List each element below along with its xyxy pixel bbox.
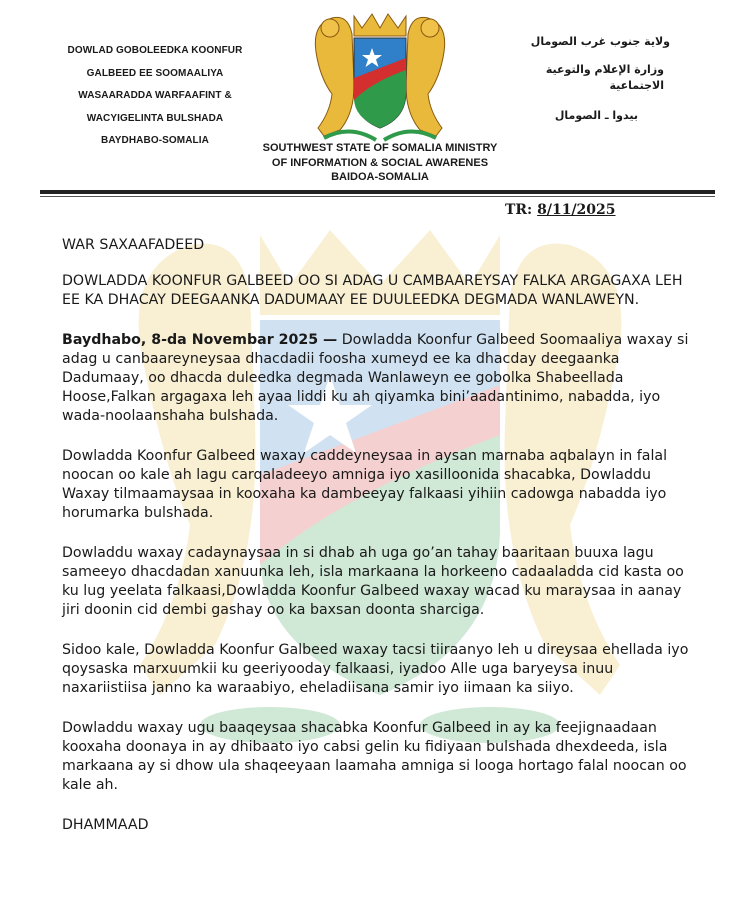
paragraph-3: Dowladdu waxay cadaynaysaa in si dhab ah uga go’an tahay baaritaan buuxa lagu sameeyo dhacdadan xanuunka leh, isla markaana la horkeeno cadaaladda cid kasta oo ku lug yeelata falkaasi,Dowladda Koonfur Galbeed waxay wacad ku maraysaa in aanay jiri doonin cid dembi gashay oo ka baxsan doonta sharciga. [62,545,684,618]
paragraph-2: Dowladda Koonfur Galbeed waxay caddeyneysaa in aysan marnaba aqbalayn in falal noocan oo kale ah lagu carqaladeeyo amniga iyo xasilloonida shacabka, Dowladdu Waxay tilmaamaysaa in kooxaha ka dambeeyay falkaasi yihiin cadowga nabadda iyo horumarka bulshada. [62,448,668,521]
coat-of-arms-icon [310,12,450,144]
header-left-line: DOWLAD GOBOLEEDKA KOONFUR [67,45,243,56]
header-right-line: وزارة الإعلام والتوعية الاجتماعية [545,63,664,92]
header-right-line: ولاية جنوب غرب الصومال [530,35,670,48]
date-value: 8/11/2025 [537,202,616,218]
header-left-line: WACYIGELINTA BULSHADA [86,112,224,124]
date-label: TR: [505,202,533,218]
header-left-somali [40,40,270,153]
header-center-line: BAIDOA-SOMALIA [331,171,429,183]
header-center-line: OF INFORMATION & SOCIAL AWARENES [271,156,489,169]
paragraph-5: Dowladdu waxay ugu baaqeysaa shacabka Koonfur Galbeed in ay ka feejignaadaan kooxaha doonaya in ay dhibaato iyo cabsi gelin ku fidiyaan bulshada dhexdeeda, isla markaana ay si dhow ula shaqeeyaan laamaha amniga si looga hortago falal noocan oo kale ah. [62,720,687,793]
header-center-line: SOUTHWEST STATE OF SOMALIA MINISTRY [262,142,498,154]
header-left-line: GALBEED EE SOOMAALIYA [86,67,224,79]
paragraph-4: Sidoo kale, Dowladda Koonfur Galbeed waxay tacsi tiiraanyo leh u direysaa ehellada iyo qoysaska marxuumkii ku geeriyooday falkaasi, iyadoo Alle uga baryeysa inuu naxariistiisa janno ka waraabiyo, eheladiisana samir iyo iimaan ka siiyo. [62,642,689,696]
header-divider [40,190,715,194]
paragraph-1-text: Dowladda Koonfur Galbeed Soomaaliya waxay si adag u canbaareyneysaa dhacdadii foosha xumeyd ee ka dhacday deegaanka Dadumaay, oo dhacda duleedka degmada Wanlaweyn ee gobolka Shabeellada Hoose,Falkan argagaxa leh ayaa liddi ku ah qiyamka bini’aadantinimo, nabadda, iyo wada-noolaanshaha bulshada. [62,332,689,424]
paragraph-1 [62,331,702,426]
header-right-line: بيدوا ـ الصومال [554,109,638,122]
press-release-body [62,236,702,835]
document-date [505,202,616,218]
header-divider-thin [40,196,715,197]
dateline: Baydhabo, 8-da Novembar 2025 — [62,332,338,348]
header-left-line: BAYDHABO-SOMALIA [101,135,209,146]
document-title: DOWLADDA KOONFUR GALBEED OO SI ADAG U CAMBAAREYSAY FALKA ARGAGAXA LEH EE KA DHACAY DEEGAANKA DADUMAAY EE DUULEEDKA DEGMADA WANLAWEYN. [62,273,683,308]
document-heading: WAR SAXAAFADEED [62,237,205,253]
header-center-english [210,141,550,185]
closing-text: DHAMMAAD [62,817,149,833]
header-left-line: WASAARADDA WARFAAFINT & [78,90,232,101]
